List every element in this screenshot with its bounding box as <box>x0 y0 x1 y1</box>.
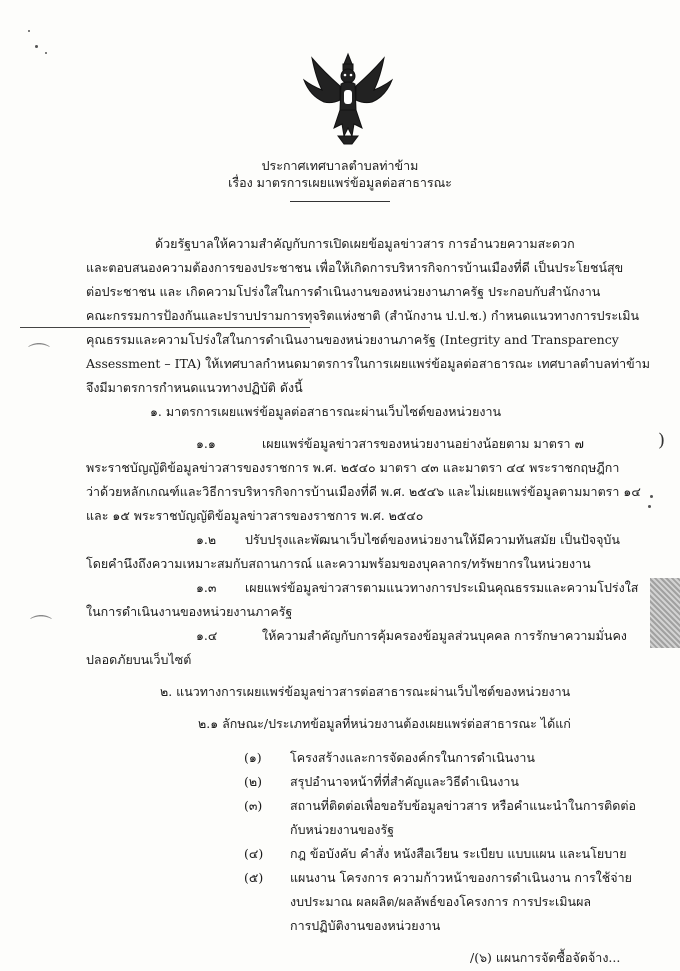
announcement-subject: เรื่อง มาตรการเผยแพร่ข้อมูลต่อสาธารณะ <box>228 175 452 190</box>
intro-line-1: ด้วยรัฐบาลให้ความสำคัญกับการเปิดเผยข้อมูลข่าวสาร การอำนวยความสะดวก <box>155 236 575 251</box>
item-1-2-line-2: โดยคำนึงถึงความเหมาะสมกับสถานการณ์ และความพร้อมของบุคลากร/ทรัพยากรในหน่วยงาน <box>86 556 591 571</box>
scan-speck <box>650 495 653 498</box>
item-1-4-number: ๑.๔ <box>196 628 218 643</box>
item-1-3-line-2: ในการดำเนินงานของหน่วยงานภาครัฐ <box>86 604 293 619</box>
intro-line-5: คุณธรรมและความโปร่งใสในการดำเนินงานของหน่วยงานภาครัฐ (Integrity and Transparency <box>86 332 619 347</box>
list-item-1-number: (๑) <box>244 750 262 765</box>
intro-line-2: และตอบสนองความต้องการของประชาชน เพื่อให้เกิดการบริหารกิจการบ้านเมืองที่ดี เป็นประโยชน์สุข <box>86 260 624 275</box>
list-item-3-number: (๓) <box>244 798 263 813</box>
list-item-5-number: (๕) <box>244 870 264 885</box>
item-1-4-line-2: ปลอดภัยบนเว็บไซต์ <box>86 652 192 667</box>
section-1-heading: ๑. มาตรการเผยแพร่ข้อมูลต่อสาธารณะผ่านเว็บไซต์ของหน่วยงาน <box>150 404 502 419</box>
scan-speck <box>45 52 47 54</box>
item-1-2-number: ๑.๒ <box>196 532 217 547</box>
scan-speck <box>35 45 38 48</box>
list-item-4-number: (๔) <box>244 846 264 861</box>
item-1-2-line-1: ปรับปรุงและพัฒนาเว็บไซต์ของหน่วยงานให้มีความทันสมัย เป็นปัจจุบัน <box>245 532 620 547</box>
list-item-4-text: กฎ ข้อบังคับ คำสั่ง หนังสือเวียน ระเบียบ แบบแผน และนโยบาย <box>290 846 627 861</box>
item-1-1-line-1: เผยแพร่ข้อมูลข่าวสารของหน่วยงานอย่างน้อยตาม มาตรา ๗ <box>262 436 584 451</box>
list-item-3-line-2: กับหน่วยงานของรัฐ <box>290 822 395 837</box>
item-1-1-number: ๑.๑ <box>196 436 216 451</box>
intro-line-4: คณะกรรมการป้องกันและปราบปรามการทุจริตแห่งชาติ (สำนักงาน ป.ป.ช.) กำหนดแนวทางการประเมิน <box>86 308 640 323</box>
item-1-3-number: ๑.๓ <box>196 580 217 595</box>
list-item-5-line-1: แผนงาน โครงการ ความก้าวหน้าของการดำเนินงาน การใช้จ่าย <box>290 870 632 885</box>
intro-line-6: Assessment – ITA) ให้เทศบาลกำหนดมาตรการในการเผยแพร่ข้อมูลต่อสาธารณะ เทศบาลตำบลท่าข้าม <box>86 356 650 371</box>
list-item-5-line-2: งบประมาณ ผลผลิต/ผลลัพธ์ของโครงการ การประเมินผล <box>290 894 592 909</box>
list-item-5-line-3: การปฏิบัติงานของหน่วยงาน <box>290 918 441 933</box>
garuda-emblem <box>298 50 398 150</box>
list-item-1-text: โครงสร้างและการจัดองค์กรในการดำเนินงาน <box>290 750 535 765</box>
section-2-heading: ๒. แนวทางการเผยแพร่ข้อมูลข่าวสารต่อสาธารณะผ่านเว็บไซต์ของหน่วยงาน <box>160 684 571 699</box>
scan-speck <box>648 505 651 508</box>
item-1-1-line-2: พระราชบัญญัติข้อมูลข่าวสารของราชการ พ.ศ. ๒๕๔๐ มาตรา ๔๓ และมาตรา ๔๔ พระราชกฤษฎีกา <box>86 460 620 475</box>
scan-line-artifact <box>20 327 310 328</box>
item-1-4-line-1: ให้ความสำคัญกับการคุ้มครองข้อมูลส่วนบุคคล การรักษาความมั่นคง <box>262 628 627 643</box>
item-1-3-line-1: เผยแพร่ข้อมูลข่าวสารตามแนวทางการประเมินคุณธรรมและความโปร่งใส <box>245 580 639 595</box>
list-item-3-line-1: สถานที่ติดต่อเพื่อขอรับข้อมูลข่าวสาร หรือคำแนะนำในการติดต่อ <box>290 798 636 813</box>
hole-punch-mark: ⌒ <box>28 343 51 368</box>
hole-punch-mark: ⌒ <box>30 615 53 640</box>
bracket-mark: ) <box>658 430 666 451</box>
list-item-2-number: (๒) <box>244 774 262 789</box>
title-divider <box>290 201 390 202</box>
item-1-1-line-4: และ ๑๕ พระราชบัญญัติข้อมูลข่าวสารของราชการ พ.ศ. ๒๕๔๐ <box>86 508 424 523</box>
intro-line-7: จึงมีมาตรการกำหนดแนวทางปฏิบัติ ดังนี้ <box>86 380 303 395</box>
scan-edge-artifact <box>650 578 680 648</box>
list-item-2-text: สรุปอำนาจหน้าที่ที่สำคัญและวิธีดำเนินงาน <box>290 774 519 789</box>
scan-speck <box>28 30 30 32</box>
item-1-1-line-3: ว่าด้วยหลักเกณฑ์และวิธีการบริหารกิจการบ้านเมืองที่ดี พ.ศ. ๒๕๔๖ และไม่เผยแพร่ข้อมูลตามมาตรา ๑๔ <box>86 484 641 499</box>
continuation-note: /(๖) แผนการจัดซื้อจัดจ้าง... <box>470 950 621 965</box>
section-2-1-heading: ๒.๑ ลักษณะ/ประเภทข้อมูลที่หน่วยงานต้องเผยแพร่ต่อสาธารณะ ได้แก่ <box>198 716 571 731</box>
intro-line-3: ต่อประชาชน และ เกิดความโปร่งใสในการดำเนินงานของหน่วยงานภาครัฐ ประกอบกับสำนักงาน <box>86 284 601 299</box>
announcement-title: ประกาศเทศบาลตำบลท่าข้าม <box>261 158 419 173</box>
